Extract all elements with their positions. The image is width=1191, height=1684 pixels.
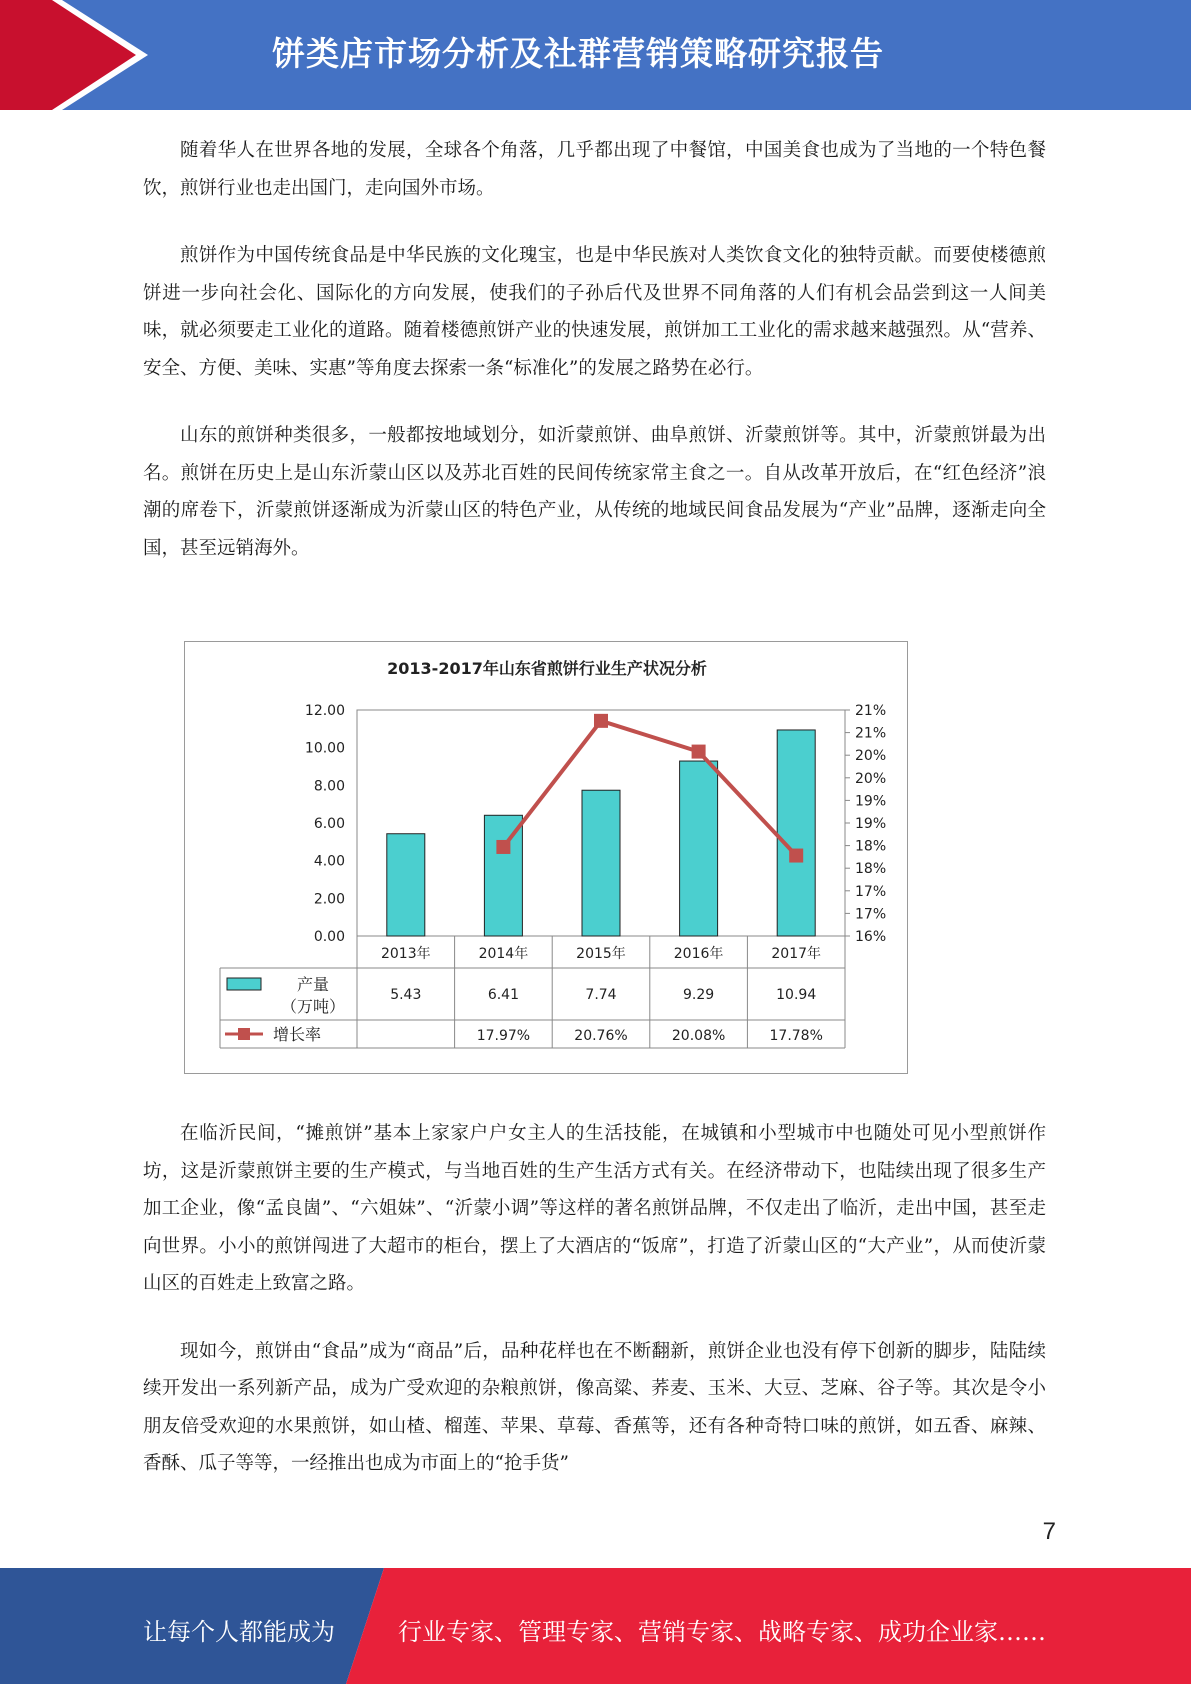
- chart-canvas: [185, 642, 909, 1075]
- x-tick-label: 2016年: [673, 946, 724, 962]
- bar-data-label: 9.29: [683, 987, 715, 1003]
- legend-line-marker: [238, 1028, 250, 1040]
- y-right-tick-label: 18%: [855, 861, 887, 878]
- y-right-tick-label: 21%: [855, 725, 887, 742]
- growth-rate-line: [503, 721, 796, 856]
- footer-slogan: 让每个人都能成为: [143, 1618, 335, 1646]
- y-left-tick-label: 12.00: [304, 703, 345, 719]
- line-data-label: 17.97%: [476, 1028, 531, 1044]
- page-header: [0, 0, 1191, 110]
- chart-title: 2013-2017年山东省煎饼行业生产状况分析: [387, 659, 707, 678]
- legend-line-label: 增长率: [273, 1025, 322, 1044]
- paragraph: 现如今，煎饼由“食品”成为“商品”后，品种花样也在不断翻新，煎饼企业也没有停下创新的脚步，陆陆续续开发出一系列新产品，成为广受欢迎的杂粮煎饼，像高粱、荞麦、玉米、大豆、芝麻、谷子等。其次是令小朋友倍受欢迎的水果煎饼，如山楂、榴莲、苹果、草莓、香蕉等，还有各种奇特口味的煎饼，如五香、麻辣、香酥、瓜子等等，一经推出也成为市面上的“抢手货”: [143, 1340, 1046, 1474]
- bar-data-label: 7.74: [585, 987, 617, 1003]
- y-right-tick-label: 19%: [855, 816, 887, 832]
- footer-roles: 行业专家、管理专家、营销专家、战略专家、成功企业家……: [398, 1618, 1046, 1646]
- line-data-label: 20.76%: [574, 1028, 628, 1044]
- body-text-bottom: [143, 1115, 1046, 1513]
- paragraph: 随着华人在世界各地的发展，全球各个角落，几乎都出现了中餐馆，中国美食也成为了当地的一个特色餐饮，煎饼行业也走出国门，走向国外市场。: [143, 140, 1046, 199]
- y-right-tick-label: 19%: [855, 793, 887, 810]
- y-left-tick-label: 2.00: [313, 891, 345, 908]
- page-footer: [0, 1568, 1191, 1684]
- paragraph: 山东的煎饼种类很多，一般都按地域划分，如沂蒙煎饼、曲阜煎饼、沂蒙煎饼等。其中，沂蒙煎饼最为出名。煎饼在历史上是山东沂蒙山区以及苏北百姓的民间传统家常主食之一。自从改革开放后，在“红色经济”浪潮的席卷下，沂蒙煎饼逐渐成为沂蒙山区的特色产业，从传统的地域民间食品发展为“产业”品牌，逐渐走向全国，甚至远销海外。: [143, 425, 1046, 559]
- line-data-label: 20.08%: [671, 1028, 726, 1044]
- y-right-tick-label: 16%: [855, 929, 887, 945]
- legend-bar-label: 产量: [296, 975, 330, 994]
- body-text-top: [143, 132, 1046, 597]
- bar: [387, 834, 425, 936]
- growth-rate-point: [789, 849, 803, 863]
- bar-data-label: 10.94: [776, 987, 817, 1003]
- legend-bar-unit: （万吨）: [280, 997, 346, 1016]
- report-title: 饼类店市场分析及社群营销策略研究报告: [272, 34, 884, 73]
- y-left-tick-label: 8.00: [313, 778, 345, 795]
- y-left-tick-label: 0.00: [313, 929, 345, 945]
- growth-rate-point: [692, 745, 706, 759]
- growth-rate-point: [496, 840, 510, 854]
- x-tick-label: 2014年: [478, 946, 529, 962]
- page-number: 7: [1042, 1518, 1056, 1545]
- x-tick-label: 2017年: [771, 946, 822, 962]
- production-chart: [184, 641, 908, 1074]
- paragraph: 在临沂民间，“摊煎饼”基本上家家户户女主人的生活技能，在城镇和小型城市中也随处可见小型煎饼作坊，这是沂蒙煎饼主要的生产模式，与当地百姓的生产生活方式有关。在经济带动下，也陆续出现了很多生产加工企业，像“孟良崮”、“六姐妹”、“沂蒙小调”等这样的著名煎饼品牌，不仅走出了临沂，走出中国，甚至走向世界。小小的煎饼闯进了大超市的柜台，摆上了大酒店的“饭席”，打造了沂蒙山区的“大产业”，从而使沂蒙山区的百姓走上致富之路。: [143, 1123, 1046, 1294]
- y-right-tick-label: 20%: [855, 748, 887, 765]
- bar: [680, 761, 718, 936]
- x-tick-label: 2013年: [380, 946, 431, 962]
- y-left-tick-label: 4.00: [313, 853, 345, 870]
- bar-data-label: 5.43: [390, 987, 422, 1003]
- bar-data-label: 6.41: [487, 987, 519, 1003]
- y-left-tick-label: 10.00: [304, 740, 345, 757]
- y-right-tick-label: 21%: [855, 703, 887, 719]
- growth-rate-point: [594, 714, 608, 728]
- bar: [484, 815, 522, 936]
- y-right-tick-label: 17%: [855, 883, 887, 900]
- legend-bar-swatch: [227, 978, 261, 990]
- line-data-label: 17.78%: [769, 1028, 823, 1044]
- paragraph: 煎饼作为中国传统食品是中华民族的文化瑰宝，也是中华民族对人类饮食文化的独特贡献。而要使楼德煎饼进一步向社会化、国际化的方向发展，使我们的子孙后代及世界不同角落的人们有机会品尝到这一人间美味，就必须要走工业化的道路。随着楼德煎饼产业的快速发展，煎饼加工工业化的需求越来越强烈。从“营养、安全、方便、美味、实惠”等角度去探索一条“标准化”的发展之路势在必行。: [143, 245, 1046, 379]
- bar: [777, 730, 815, 936]
- x-tick-label: 2015年: [576, 946, 626, 962]
- bar: [582, 790, 620, 936]
- y-right-tick-label: 17%: [855, 906, 887, 923]
- y-left-tick-label: 6.00: [313, 816, 345, 832]
- y-right-tick-label: 20%: [855, 770, 887, 787]
- y-right-tick-label: 18%: [855, 838, 887, 855]
